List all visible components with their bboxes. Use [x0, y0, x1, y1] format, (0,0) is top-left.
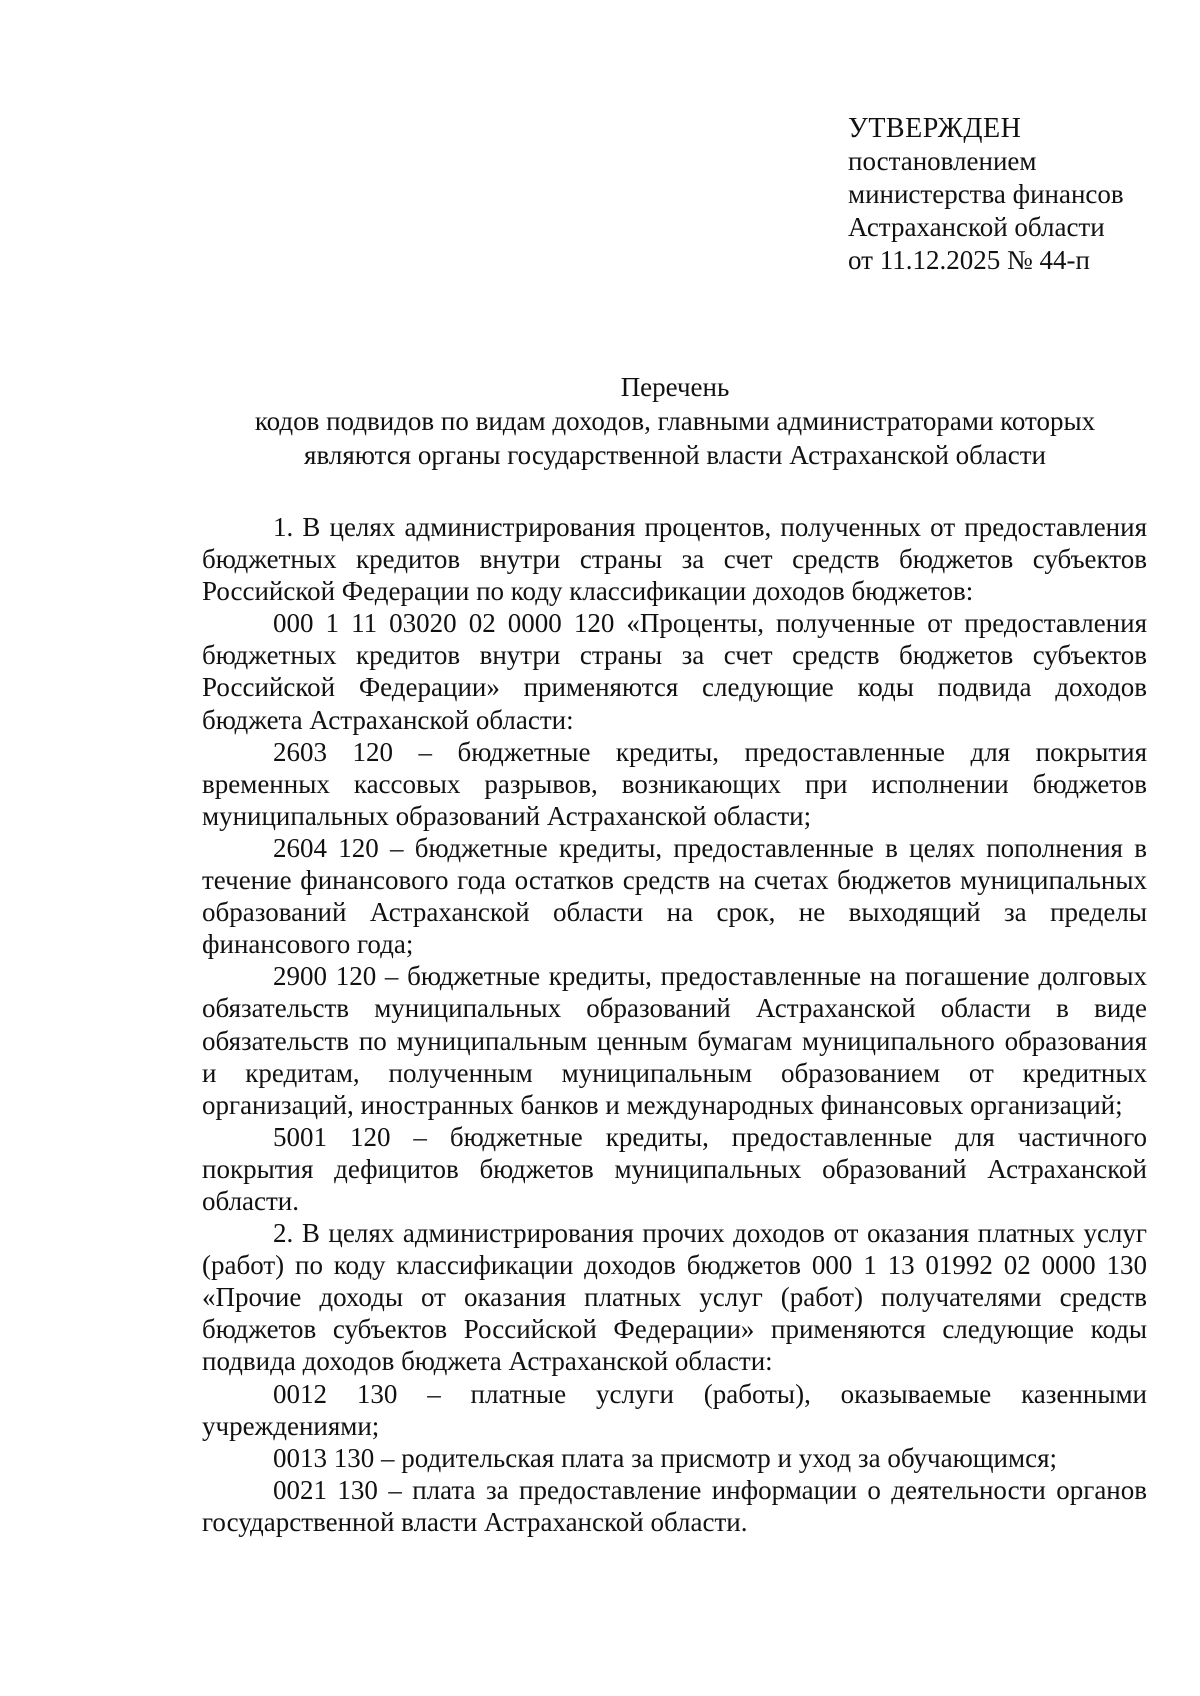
- paragraph-1: 1. В целях администрирования процентов, полученных от предоставления бюджетных кредитов внутри страны за счет средств бюджетов субъектов Российской Федерации по коду классификации доходов бюджетов:: [202, 512, 1147, 607]
- paragraph-code-5001: 5001 120 – бюджетные кредиты, предоставленные для частичного покрытия дефицитов бюджетов муниципальных образований Астраханской области.: [202, 1121, 1147, 1216]
- paragraph-code-2604: 2604 120 – бюджетные кредиты, предоставленные в целях пополнения в течение финансового года остатков средств на счетах бюджетов муниципальных образований Астраханской области на срок, не выходящий за пределы финансового года;: [202, 832, 1147, 960]
- document-heading: [180, 370, 1170, 472]
- paragraph-code-0013: 0013 130 – родительская плата за присмотр и уход за обучающимся;: [273, 1442, 1057, 1473]
- approval-line-ministry: министерства финансов: [848, 179, 1124, 209]
- paragraph-code-0012: 0012 130 – платные услуги (работы), оказываемые казенными учреждениями;: [202, 1378, 1147, 1441]
- approval-line-date-number: от 11.12.2025 № 44-п: [848, 245, 1090, 275]
- heading-subtitle-line-2: являются органы государственной власти Астраханской области: [304, 440, 1046, 470]
- approval-line-decree: постановлением: [848, 146, 1037, 176]
- approval-title: УТВЕРЖДЕН: [848, 113, 1022, 144]
- approval-line-region: Астраханской области: [848, 212, 1105, 242]
- paragraph-2: 2. В целях администрирования прочих доходов от оказания платных услуг (работ) по коду классификации доходов бюджетов 000 1 13 01992 02 0000 130 «Прочие доходы от оказания платных услуг (работ) получателями средств бюджетов субъектов Российской Федерации» применяются следующие коды подвида доходов бюджета Астраханской области:: [202, 1218, 1147, 1377]
- approval-stamp: [848, 112, 1168, 277]
- heading-subtitle-line-1: кодов подвидов по видам доходов, главными администраторами которых: [254, 406, 1096, 436]
- paragraph-code-2900: 2900 120 – бюджетные кредиты, предоставленные на погашение долговых обязательств муниципальных образований Астраханской области в виде обязательств по муниципальным ценным бумагам муниципального образования и кредитам, полученным муниципальным образованием от кредитных организаций, иностранных банков и международных финансовых организаций;: [202, 961, 1147, 1120]
- heading-title: Перечень: [620, 372, 730, 402]
- paragraph-code-0021: 0021 130 – плата за предоставление информации о деятельности органов государственной власти Астраханской области.: [202, 1474, 1147, 1537]
- paragraph-income-code-interest: 000 1 11 03020 02 0000 120 «Проценты, полученные от предоставления бюджетных кредитов внутри страны за счет средств бюджетов субъектов Российской Федерации» применяются следующие коды подвида доходов бюджета Астраханской области:: [202, 608, 1147, 735]
- document-body: [202, 511, 1147, 1538]
- paragraph-code-2603: 2603 120 – бюджетные кредиты, предоставленные для покрытия временных кассовых разрывов, возникающих при исполнении бюджетов муниципальных образований Астраханской области;: [202, 736, 1147, 831]
